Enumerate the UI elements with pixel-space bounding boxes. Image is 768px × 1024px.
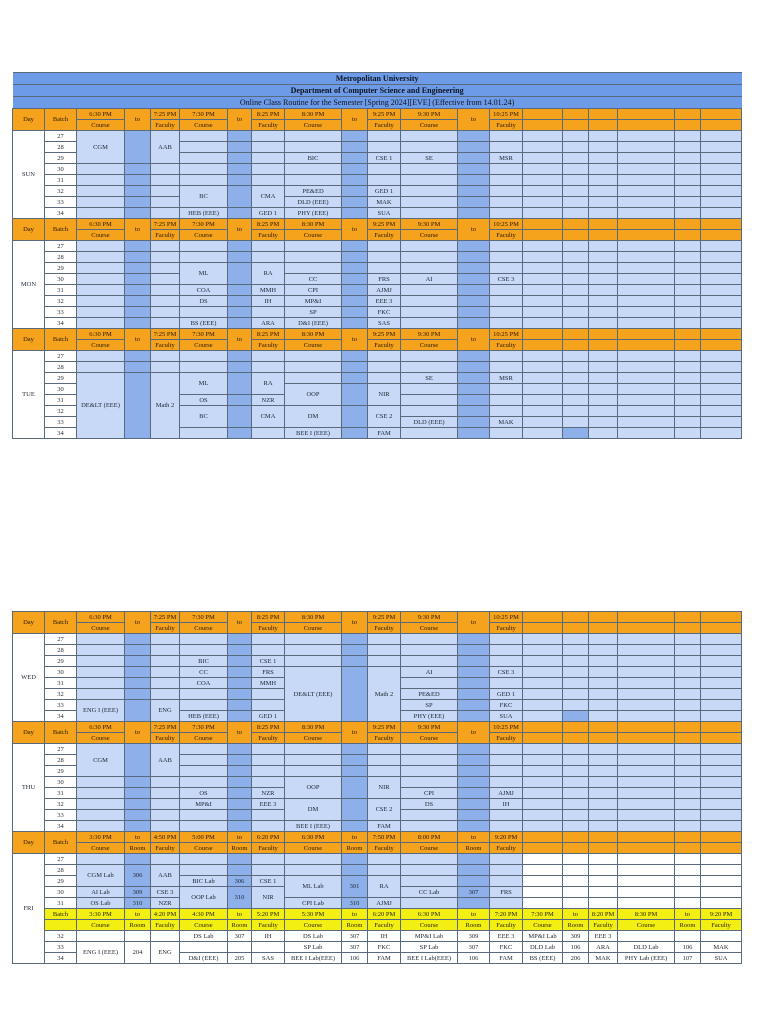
- table-row: 29 BIC CSE 1: [13, 656, 742, 667]
- table-row: 29 DE&LT (EEE) Math 2 ML RA SE MSR: [13, 373, 742, 384]
- table-row: 28: [13, 645, 742, 656]
- table-row: FRI 27: [13, 854, 742, 865]
- table-row: 30 CC FRS AI CSE 3: [13, 274, 742, 285]
- table-row: 32 BC CMA DM CSE 2: [13, 406, 742, 417]
- table-row: 34 BEE I (EEE) FAM: [13, 428, 742, 439]
- table-row: 32 DS Lab 307 IH DS Lab 307 IH MP&I Lab 309 EEE 3 MP&I Lab 309 EEE 3: [13, 931, 742, 942]
- table-row: MON 27: [13, 241, 742, 252]
- table-row: 34 D&I (EEE) 205 SAS BEE I Lab(EEE) 106 FAM BEE I Lab(EEE) 106 FAM BS (EEE) 206 MAK PHY Lab (EEE) 107 SUA: [13, 953, 742, 964]
- table-row: 30 CC FRS DE&LT (EEE) Math 2 AI CSE 3: [13, 667, 742, 678]
- day-thu: THU: [13, 744, 45, 832]
- time-header: Day Batch 6:30 PM to 7:25 PM 7:30 PM to 8:25 PM 8:30 PM to 9:25 PM 9:30 PM to 10:25 PM: [13, 109, 742, 120]
- time-header: Day Batch 6:30 PM to 7:25 PM 7:30 PM to 8:25 PM 8:30 PM to 9:25 PM 9:30 PM to 10:25 PM: [13, 722, 742, 733]
- table-row: 33 DLD (EEE) MAK: [13, 417, 742, 428]
- table-row: 31 OS NZR: [13, 395, 742, 406]
- routine-table-top: Metropolitan University Department of Computer Science and Engineering Online Class Routine for the Semester [Spring 2024][EVE] (Effective from 14.01.24) Day Batch 6:30 PM to 7:25 PM 7:30 PM to 8:25 PM 8:30 PM to 9:25 PM 9:30 PM to 10:25 PM Course Faculty Course Faculty Course Faculty Course Faculty SUN 27 CGM AAB 28 29 BIC CSE 1 SE MSR 30 31 32 BC CMA PE&ED GED 1 33 DLD (EEE) MAK 34 HEB (EEE) GED 1 PHY (EEE) SUA Day Batch 6:30 PM to 7:25 PM 7:30 PM to 8:25 PM 8:30 PM to 9:25 PM 9:30 PM to 10:25 PM Course Faculty Course Faculty Course Faculty Course Faculty MON 27 28 29 ML RA 30 CC FRS AI CSE 3 31 COA MMH CPI AJMJ 32 DS IH MP&I EEE 3 33 SP FKC 34 BS (EEE) ARA D&I (EEE) SAS Day Batch 6:30 PM to 7:25 PM 7:30 PM to 8:25 PM 8:30 PM to 9:25 PM 9:30 PM to 10:25 PM Course Faculty Course Faculty Course Faculty Course Faculty TUE 27 28 29 DE&LT (EEE) Math 2 ML RA SE MSR 30 OOP NIR 31 OS NZR 32 BC CMA DM CSE 2 33 DLD (EEE) MAK 34 BEE I (EEE) FAM: [12, 72, 742, 439]
- table-row: 28: [13, 142, 742, 153]
- day-wed: WED: [13, 634, 45, 722]
- table-row: 32 MP&I EEE 3 DM CSE 2 DS IH: [13, 799, 742, 810]
- table-row: 28 CGM Lab 306 AAB: [13, 865, 742, 876]
- time-header: Day Batch 3:30 PM to 4:50 PM 5:00 PM to 6:20 PM 6:30 PM to 7:50 PM 8:00 PM to 9:20 PM: [13, 832, 742, 843]
- table-row: 30 OOP NIR: [13, 777, 742, 788]
- table-row: WED 27: [13, 634, 742, 645]
- table-row: 29 BIC Lab 306 CSE 1 ML Lab 301 RA: [13, 876, 742, 887]
- table-row: 34 BS (EEE) ARA D&I (EEE) SAS: [13, 318, 742, 329]
- table-row: 34 HEB (EEE) GED 1 PHY (EEE) SUA: [13, 711, 742, 722]
- table-row: SUN 27 CGM AAB: [13, 131, 742, 142]
- table-row: 30 OOP NIR: [13, 384, 742, 395]
- day-tue: TUE: [13, 351, 45, 439]
- table-row: 31 OS Lab 310 NZR CPI Lab 310 AJMJ: [13, 898, 742, 909]
- routine-title: Online Class Routine for the Semester [Spring 2024][EVE] (Effective from 14.01.24): [13, 97, 742, 109]
- table-row: 32 BC CMA PE&ED GED 1: [13, 186, 742, 197]
- table-row: 29 BIC CSE 1 SE MSR: [13, 153, 742, 164]
- table-row: 32 PE&ED GED 1: [13, 689, 742, 700]
- table-row: 28: [13, 362, 742, 373]
- table-row: 33 DLD (EEE) MAK: [13, 197, 742, 208]
- table-row: 31: [13, 175, 742, 186]
- day-sun: SUN: [13, 131, 45, 219]
- table-row: 29: [13, 766, 742, 777]
- table-row: TUE 27: [13, 351, 742, 362]
- table-row: 30: [13, 164, 742, 175]
- batch-header: Batch: [45, 109, 77, 131]
- table-row: 29 ML RA: [13, 263, 742, 274]
- table-row: 31 COA MMH CPI AJMJ: [13, 285, 742, 296]
- table-row: 28: [13, 252, 742, 263]
- table-row: 30 AI Lab 309 CSE 3 OOP Lab 310 NIR CC Lab 307 FRS: [13, 887, 742, 898]
- university-name: Metropolitan University: [13, 73, 742, 85]
- time-header: Day Batch 6:30 PM to 7:25 PM 7:30 PM to 8:25 PM 8:30 PM to 9:25 PM 9:30 PM to 10:25 PM: [13, 612, 742, 623]
- day-header: Day: [13, 109, 45, 131]
- routine-table-bottom: Day Batch 6:30 PM to 7:25 PM 7:30 PM to 8:25 PM 8:30 PM to 9:25 PM 9:30 PM to 10:25 PM Course Faculty Course Faculty Course Faculty Course Faculty WED 27 28 29 BIC CSE 1 30 CC FRS DE&LT (EEE) Math 2 AI CSE 3 31 COA MMH 32 PE&ED GED 1 33 ENG I (EEE) ENG SP FKC 34 HEB (EEE) GED 1 PHY (EEE) SUA Day Batch 6:30 PM to 7:25 PM 7:30 PM to 8:25 PM 8:30 PM to 9:25 PM 9:30 PM to 10:25 PM Course Faculty Course Faculty Course Faculty Course Faculty THU 27 CGM AAB 28 29 30 OOP NIR 31 OS NZR CPI AJMJ 32 MP&I EEE 3 DM CSE 2 DS IH 33 34 BEE I (EEE) FAM Day Batch 3:30 PM to 4:50 PM 5:00 PM to 6:20 PM 6:30 PM to 7:50 PM 8:00 PM to 9:20 PM Course Room Faculty Course Room Faculty Course Room Faculty Course Room Faculty FRI 27 28 CGM Lab 306 AAB 29 BIC Lab 306 CSE 1 ML Lab 301 RA 30 AI Lab 309 CSE 3 OOP Lab 310 NIR CC Lab 307 FRS 31 OS Lab 310 NZR CPI Lab 310 AJMJ Batch 3:30 PM to 4:20 PM 4:30 PM to 5:20 PM 5:30 PM to 6:20 PM 6:30 PM to 7:20 PM 7:30 PM to 8:20 PM 8:30 PM to 9:20 PM Course Room Faculty Course Room Faculty Course Room Faculty Course Room Faculty Course Room Faculty Course Room Faculty 32 DS Lab 307 IH DS Lab 307 IH MP&I Lab 309 EEE 3 MP&I Lab 309 EEE 3 33 ENG I (EEE) 204 ENG SP Lab 307 FKC SP Lab 307 FKC DLD Lab 106 ARA DLD Lab 106 MAK 34 D&I (EEE) 205 SAS BEE I Lab(EEE) 106 FAM BEE I Lab(EEE) 106 FAM BS (EEE) 206 MAK PHY Lab (EEE) 107 SUA: [12, 611, 742, 964]
- table-row: 31 COA MMH: [13, 678, 742, 689]
- table-row: 34 BEE I (EEE) FAM: [13, 821, 742, 832]
- table-row: 33: [13, 810, 742, 821]
- table-row: 33 SP FKC: [13, 307, 742, 318]
- time-header: Day Batch 6:30 PM to 7:25 PM 7:30 PM to 8:25 PM 8:30 PM to 9:25 PM 9:30 PM to 10:25 PM: [13, 219, 742, 230]
- department-name: Department of Computer Science and Engineering: [13, 85, 742, 97]
- table-row: 31 OS NZR CPI AJMJ: [13, 788, 742, 799]
- table-row: THU 27 CGM AAB: [13, 744, 742, 755]
- table-row: 28: [13, 755, 742, 766]
- table-row: 33 ENG I (EEE) 204 ENG SP Lab 307 FKC SP Lab 307 FKC DLD Lab 106 ARA DLD Lab 106 MAK: [13, 942, 742, 953]
- day-mon: MON: [13, 241, 45, 329]
- time-header-fri-second: Batch 3:30 PM to 4:20 PM 4:30 PM to 5:20 PM 5:30 PM to 6:20 PM 6:30 PM to 7:20 PM 7:30 PM to 8:20 PM 8:30 PM to 9:20 PM: [13, 909, 742, 920]
- table-row: 34 HEB (EEE) GED 1 PHY (EEE) SUA: [13, 208, 742, 219]
- table-row: 32 DS IH MP&I EEE 3: [13, 296, 742, 307]
- time-header: Day Batch 6:30 PM to 7:25 PM 7:30 PM to 8:25 PM 8:30 PM to 9:25 PM 9:30 PM to 10:25 PM: [13, 329, 742, 340]
- table-row: 33 ENG I (EEE) ENG SP FKC: [13, 700, 742, 711]
- day-fri: FRI: [13, 854, 45, 964]
